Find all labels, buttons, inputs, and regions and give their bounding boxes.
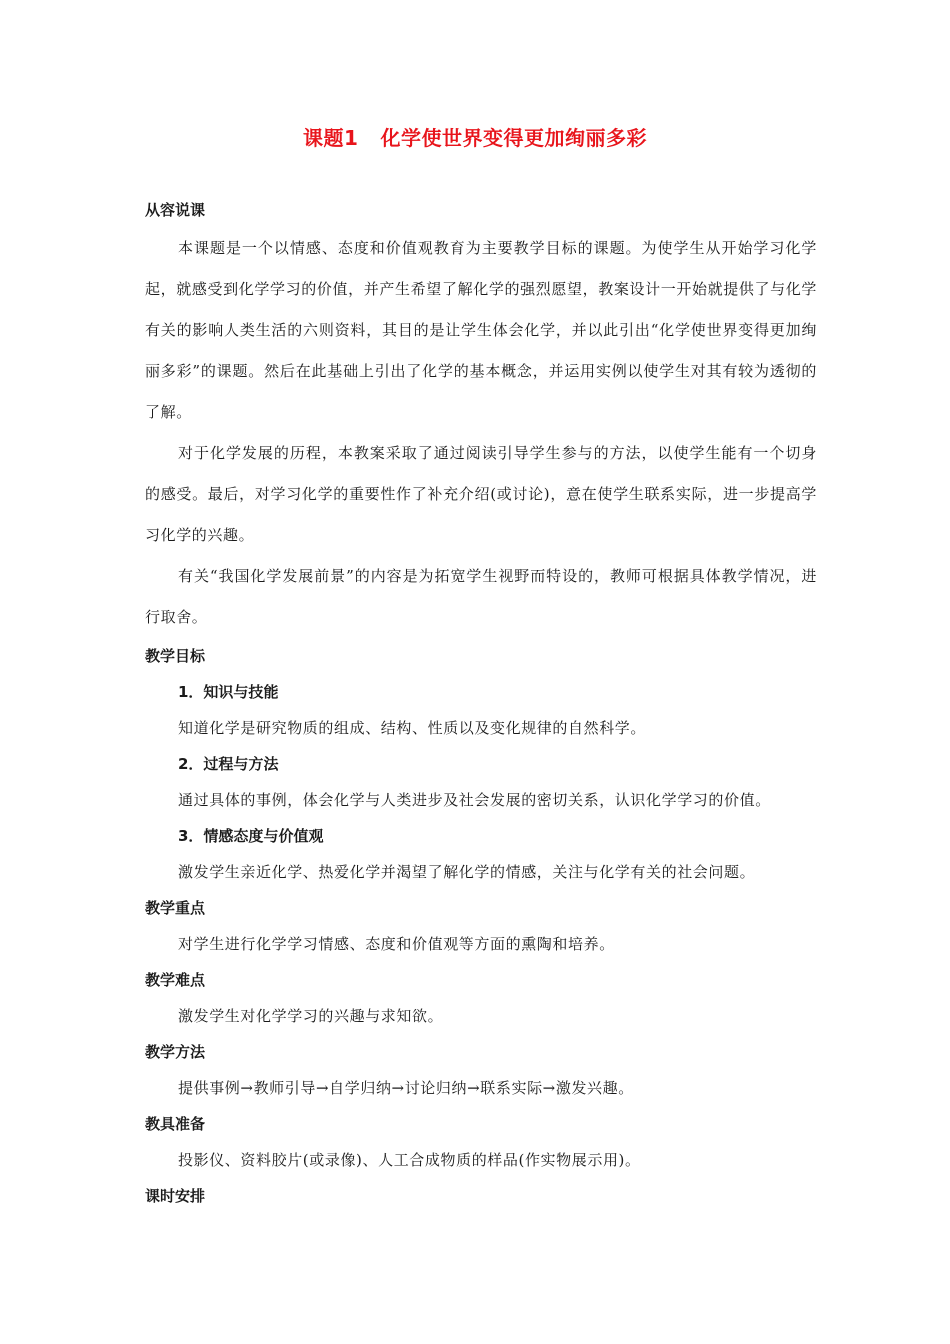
- title-main: 化学使世界变得更加绚丽多彩: [380, 126, 647, 150]
- document-body: [145, 192, 817, 1214]
- intro-paragraph-1: 本课题是一个以情感、态度和价值观教育为主要教学目标的课题。为使学生从开始学习化学起，就感受到化学学习的价值，并产生希望了解化学的强烈愿望，教案设计一开始就提供了与化学有关的影响人类生活的六则资料，其目的是让学生体会化学，并以此引出“化学使世界变得更加绚丽多彩”的课题。然后在此基础上引出了化学的基本概念，并运用实例以使学生对其有较为透彻的了解。: [145, 239, 817, 421]
- goal-2-title: 2．过程与方法: [178, 755, 279, 773]
- goal-2-text: 通过具体的事例，体会化学与人类进步及社会发展的密切关系，认识化学学习的价值。: [178, 791, 771, 809]
- key-points-text: 对学生进行化学学习情感、态度和价值观等方面的熏陶和培养。: [178, 935, 615, 953]
- section-heading-methods: 教学方法: [145, 1043, 206, 1061]
- section-heading-schedule: 课时安排: [145, 1187, 206, 1205]
- section-heading-tools: 教具准备: [145, 1115, 206, 1133]
- goal-3-text: 激发学生亲近化学、热爱化学并渴望了解化学的情感，关注与化学有关的社会问题。: [178, 863, 756, 881]
- title-prefix: 课题1: [303, 126, 359, 150]
- tools-text: 投影仪、资料胶片(或录像)、人工合成物质的样品(作实物展示用)。: [178, 1151, 641, 1169]
- goal-1-title: 1．知识与技能: [178, 683, 279, 701]
- difficulties-text: 激发学生对化学学习的兴趣与求知欲。: [178, 1007, 444, 1025]
- section-heading-intro: 从容说课: [145, 201, 206, 219]
- section-heading-key-points: 教学重点: [145, 899, 206, 917]
- goal-3-title: 3．情感态度与价值观: [178, 827, 324, 845]
- intro-paragraph-2: 对于化学发展的历程，本教案采取了通过阅读引导学生参与的方法，以使学生能有一个切身的感受。最后，对学习化学的重要性作了补充介绍(或讨论)，意在使学生联系实际，进一步提高学习化学的兴趣。: [145, 444, 817, 544]
- section-heading-goals: 教学目标: [145, 647, 206, 665]
- page-title: [0, 122, 950, 151]
- section-heading-difficulties: 教学难点: [145, 971, 206, 989]
- methods-text: 提供事例→教师引导→自学归纳→讨论归纳→联系实际→激发兴趣。: [178, 1079, 634, 1097]
- goal-1-text: 知道化学是研究物质的组成、结构、性质以及变化规律的自然科学。: [178, 719, 647, 737]
- intro-paragraph-3: 有关“我国化学发展前景”的内容是为拓宽学生视野而特设的，教师可根据具体教学情况，进行取舍。: [145, 567, 817, 626]
